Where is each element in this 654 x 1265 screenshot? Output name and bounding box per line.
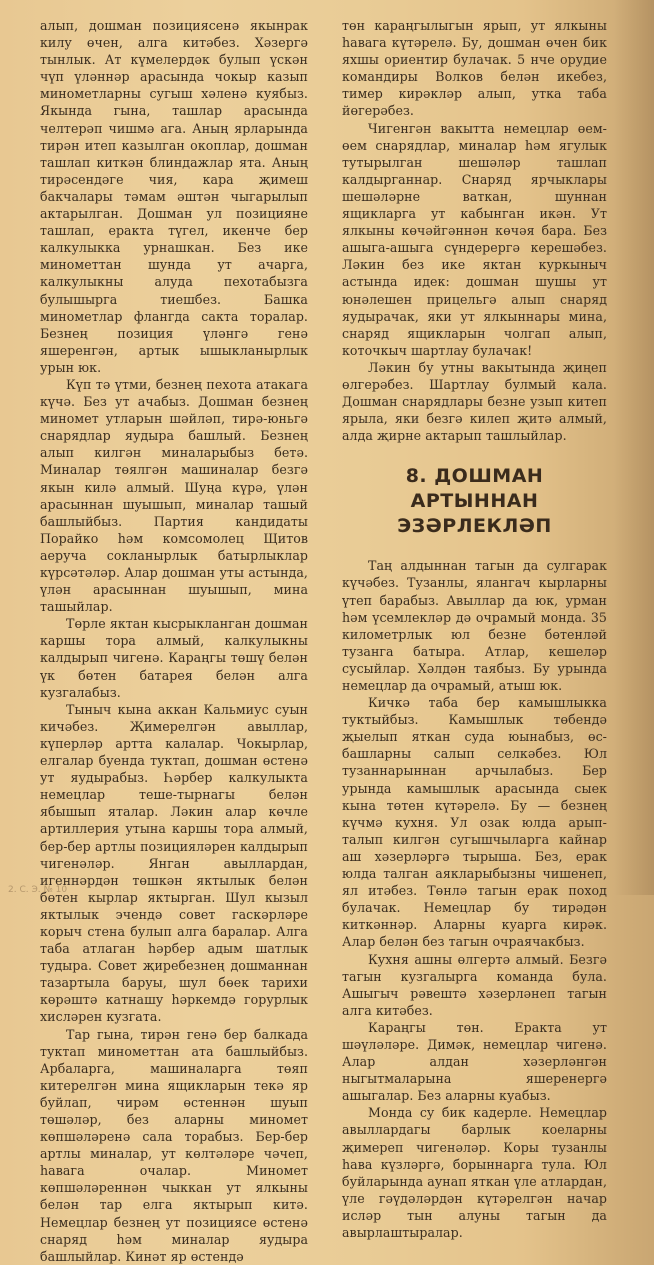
paragraph: Тыныч кына аккан Кальмиус суын кичәбез. Җимерелгән авыллар, күперләр артта калалар. Чокырлар, елгалар буенда туктап, дошман өстенә ут яудырабыз. Һәрбер калкулыкта немецлар теше-тырнагы белән ябышып яталар. Ләкин алар көчле артиллерия утына каршы тора алмый, бер-бер артлы позицияләрен калдырып чигенәләр. Янган авыллардан, игеннәрдән төшкән яктылык белән бөтен кырлар яктырган. Шул кызыл яктылык эчендә совет гаскәрләре корыч стена булып алга баралар. Алга таба атлаган һәрбер адым шатлык тудыра. Совет җиребезнең дошманнан тазартыла баруы, шул бөек тарихи көрәштә катнашу һәркемдә горурлык хисләрен кузгата.: [40, 701, 308, 1025]
page-edge-shadow: [614, 0, 654, 895]
paragraph: Монда су бик кадерле. Немецлар авыллардагы барлык коеларны җимереп чигенәләр. Коры тузанлы һава күзләргә, борыннарга тула. Юл буйларында аунап яткан үле атлардан, үле гәүдәләрдән күтәрелгән начар исләр тын алуны тагын да авырлаштыралар.: [342, 1105, 607, 1240]
paragraph: Кичкә таба бер камышлыкка туктыйбыз. Камышлык төбендә җыелып яткан суда юынабыз, өс-башларны салып селкәбез. Юл тузаннарыннан арчылабыз. Бер урында камышлык арасында сыек кына төтен күтәрелә. Бу — безнең күчмә кухня. Ул озак юлда арып-талып килгән сугышчыларга кайнар аш хәзерләргә тырыша. Без, ерак юлда талган аякларыбызны чишенеп, ял итәбез. Төнлә тагын ерак поход булачак. Немецлар бу тирәдән киткәннәр. Аларны куарга кирәк. Алар белән без тагын очраячакбыз.: [342, 695, 607, 950]
paragraph: алып, дошман позициясенә якынрак килу өчен, алга китәбез. Хәзергә тынлык. Ат күмелердәк булып үскән чүп үләннәр арасында чокыр казып минометларны сугыш хәленә куябыз. Якында гына, ташлар арасында челтерәп чишмә ага. Аның ярларында тирән итеп казылган окоплар, дошман ташлап киткән блиндажлар ята. Аның тирәсендәге чия, кара җимеш бакчалары тәмам әштән чыгарылып актарылган. Дошман ул позицияне ташлап, еракта түгел, икенче бер калкулыкка урнашкан. Без ике минометтан шунда ут ачарга, калкулыкны алуда пехотабызга булышырга тиешбез. Башка минометлар флангда сакта торалар. Безнең позиция үләнгә генә яшеренгән, артык ышыкланырлык урын юк.: [40, 18, 308, 375]
paragraph: төн караңгылыгын ярып, ут ялкыны һавага күтәрелә. Бу, дошман өчен бик яхшы ориентир булачак. 5 нче орудие командиры Волков белән икебез, тимер кирәкләр алып, утка таба йөгерәбез.: [342, 18, 607, 119]
signature-mark: 2. С. Э. № 10: [8, 885, 68, 895]
paragraph: Күп тә үтми, безнең пехота атакага күчә. Без ут ачабыз. Дошман безнең миномет утларын шәйләп, тирә-юньгә снарядлар яудыра башлый. Безнең алып килгән миналарыбыз бетә. Миналар төялгән машиналар безгә якын килә алмый. Шуңа күрә, үлән арасыннан шуышып, миналар ташый башлыйбыз. Партия кандидаты Порайко һәм комсомолец Щитов аеруча сокланырлык батырлыклар күрсәтәләр. Алар дошман уты астында, үлән арасыннан шуышып, мина ташыйлар.: [40, 376, 308, 615]
right-column: [342, 17, 607, 1241]
paragraph: Кухня ашны өлгертә алмый. Безгә тагын кузгалырга команда була. Ашыгыч рәвештә хәзерләнеп тагын алга китәбез.: [342, 951, 607, 1018]
chapter-heading-line-1: 8. ДОШМАН АРТЫННАН: [405, 465, 544, 513]
chapter-heading-line-2: ЭЗӘРЛЕКЛӘП: [397, 515, 552, 538]
paragraph: Таң алдыннан тагын да сулгарак күчәбез. Тузанлы, ялангач кырларны үтеп барабыз. Авыллар да юк, урман һәм үсемлекләр дә очрамый монда. 35 километрлык юл безне бөтенләй тузанга батыра. Атлар, кешеләр сусыйлар. Хәлдән таябыз. Бу урында немецлар да очрамый, атыш юк.: [342, 558, 607, 693]
paragraph: Чигенгән вакытта немецлар өем-өем снарядлар, миналар һәм ягулык тутырылган шешәләр ташлап калдырганнар. Снаряд ярчыклары шешәләрне ваткан, шуннан ящикларга ут кабынган икән. Ут ялкыны көчәйгәннән көчәя бара. Без ашыга-ашыга сүндерергә керешәбез. Ләкин без ике яктан куркыныч астында идек: дошман шушы ут юнәлешен прицельгә алып снаряд яудырачак, яки ут ялкыннары мина, снаряд ящикларын чолгап алып, коточкыч шартлау булачак!: [342, 120, 607, 358]
paragraph: Караңгы төн. Еракта ут шәүләләре. Димәк, немецлар чигенә. Алар алдан хәзерләнгән ныгытмаларына яшеренергә ашыгалар. Без аларны куабыз.: [342, 1019, 607, 1104]
left-column: [40, 17, 308, 1265]
paragraph: Ләкин бу утны вакытында җиңеп өлгерәбез. Шартлау булмый кала. Дошман снарядлары безне узып китеп ярыла, яки безгә килеп җитә алмый, алда җирне актарып ташлыйлар.: [342, 359, 607, 444]
chapter-heading: [342, 464, 607, 539]
paragraph: Төрле яктан кысрыклангaн дошман каршы тора алмый, калкулыкны калдырып чигенә. Караңгы төшү белән үк бөтен батарея белән алга кузгалабыз.: [40, 616, 308, 700]
paragraph: Тар гына, тирән генә бер балкада туктап минометтан ата башлыйбыз. Арбаларга, машиналарга төяп китерелгән мина ящикларын текә яр буйлап, чирәм өстеннән шуып төшәләр, без аларны миномет көпшәләренә сала торабыз. Бер-бер артлы миналар, ут көлтәләре чәчеп, һавага очалар. Миномет көпшәләреннән чыккан ут ялкыны белән тар елга яктырып китә. Немецлар безнең ут позициясе өстенә снаряд һәм миналар яудыра башлыйлар. Кинәт яр өстендә: [40, 1026, 308, 1264]
